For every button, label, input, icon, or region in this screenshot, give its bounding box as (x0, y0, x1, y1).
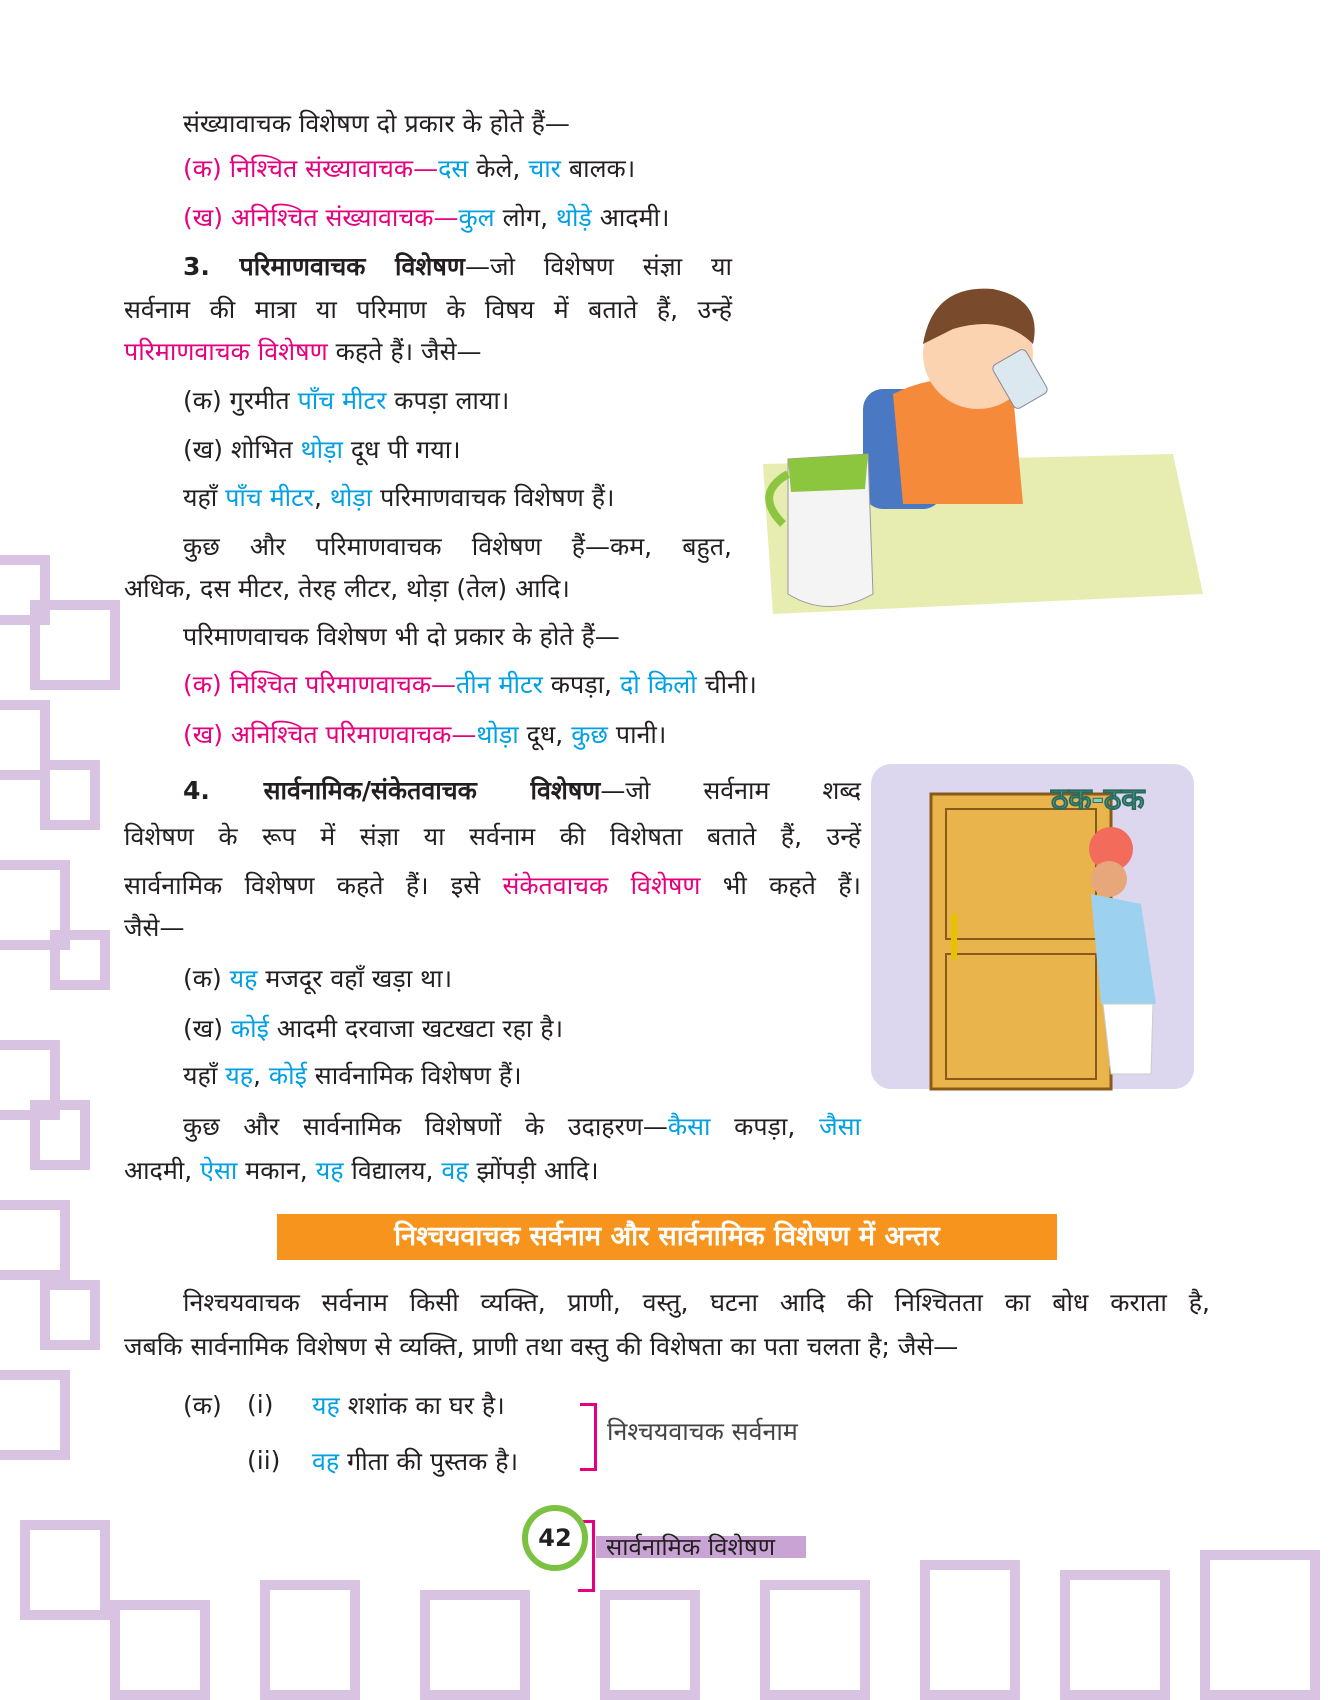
text-segment: कपड़ा, (542, 670, 620, 699)
example-sentence-1 (312, 1388, 505, 1422)
example-adjective: कोई (230, 1014, 269, 1043)
text-segment: संख्यावाचक विशेषण दो प्रकार के होते हैं— (183, 109, 570, 138)
text-line (124, 869, 861, 903)
text-segment: परिमाणवाचक विशेषण भी दो प्रकार के होते हैं— (183, 622, 620, 651)
example-adjective: थोड़ा (329, 483, 373, 512)
text-line (183, 152, 635, 186)
text-line (183, 201, 670, 235)
text-segment: परिमाणवाचक विशेषण हैं। (372, 483, 615, 512)
text-line (183, 774, 861, 808)
text-line (183, 962, 452, 996)
subheading: 4. सार्वनामिक/संकेतवाचक विशेषण (183, 776, 601, 805)
text-segment: आदमी दरवाजा खटखटा रहा है। (268, 1014, 564, 1043)
text-segment: कहते हैं। जैसे— (327, 337, 482, 366)
text-segment: आदमी। (591, 203, 670, 232)
text-line (124, 335, 481, 369)
text-line (124, 820, 861, 854)
text-line (183, 1110, 861, 1144)
text-line (183, 620, 620, 654)
text-segment: लोग, (494, 203, 556, 232)
text-segment: जबकि सार्वनामिक विशेषण से व्यक्ति, प्राणी तथा वस्तु की विशेषता का पता चलता है; जैसे— (124, 1332, 959, 1361)
pronoun-word: वह (312, 1447, 340, 1476)
text-segment: आदमी, (124, 1156, 201, 1185)
example-label-ka: (क) (183, 1391, 222, 1420)
text-segment: सर्वनाम की मात्रा या परिमाण के विषय में बताते हैं, उन्हें (124, 295, 732, 324)
text-segment: दूध, (518, 720, 572, 749)
example-adjective: कोई (268, 1061, 307, 1090)
example-adjective: थोड़े (555, 203, 592, 232)
highlighted-term: संकेतवाचक विशेषण (502, 871, 701, 900)
text-line (183, 433, 461, 467)
sentence-rest: गीता की पुस्तक है। (339, 1447, 519, 1476)
text-segment: , (252, 1061, 269, 1090)
highlighted-term: (ख) अनिश्चित परिमाणवाचक— (183, 720, 477, 749)
highlighted-term: (क) निश्चित परिमाणवाचक— (183, 670, 457, 699)
example-adjective: ऐसा (200, 1156, 238, 1185)
text-segment: केले, (468, 154, 529, 183)
text-segment: कपड़ा, (710, 1112, 820, 1141)
text-segment: (ख) शोभित (183, 435, 301, 464)
boy-drinking-milk-illustration (753, 274, 1205, 619)
text-segment: झोंपड़ी आदि। (468, 1156, 599, 1185)
example-adjective: थोड़ा (300, 435, 343, 464)
text-segment: कपड़ा लाया। (386, 386, 510, 415)
text-segment: —जो सर्वनाम शब्द (600, 776, 861, 805)
example-adjective: कुल (458, 203, 495, 232)
highlighted-term: (क) निश्चित संख्यावाचक— (183, 154, 439, 183)
sentence-rest: शशांक का घर है। (339, 1391, 505, 1420)
example-adjective: यह (315, 1156, 344, 1185)
text-line (124, 572, 570, 606)
example-adjective: यह (229, 964, 258, 993)
text-line (183, 718, 666, 752)
example-adjective: यह (225, 1061, 253, 1090)
text-segment: यहाँ (183, 1061, 226, 1090)
text-segment: —जो विशेषण संज्ञा या (464, 252, 732, 281)
text-line (183, 530, 732, 564)
text-segment: सार्वनामिक विशेषण कहते हैं। इसे (124, 871, 503, 900)
example-adjective: थोड़ा (476, 720, 519, 749)
chapter-title: सार्वनामिक विशेषण (606, 1533, 776, 1561)
text-segment: यहाँ (183, 483, 226, 512)
example-sentence-2 (312, 1444, 518, 1478)
text-line (124, 293, 732, 327)
text-segment: कुछ और परिमाणवाचक विशेषण हैं—कम, बहुत, (183, 532, 732, 561)
text-segment: मकान, (237, 1156, 316, 1185)
bracket-label: निश्चयवाचक सर्वनाम (607, 1417, 798, 1446)
text-segment: विशेषण के रूप में संज्ञा या सर्वनाम की विशेषता बताते हैं, उन्हें (124, 822, 861, 851)
text-segment: (क) गुरमीत (183, 386, 298, 415)
example-adjective: दस (438, 154, 469, 183)
example-label-ii: (ii) (247, 1446, 281, 1475)
text-line (183, 1012, 563, 1046)
highlighted-term: परिमाणवाचक विशेषण (124, 337, 328, 366)
example-adjective: पाँच मीटर (225, 483, 314, 512)
text-segment: जैसे— (124, 913, 185, 942)
example-adjective: जैसा (819, 1112, 861, 1141)
example-adjective: कुछ (571, 720, 608, 749)
highlighted-term: (ख) अनिश्चित संख्यावाचक— (183, 203, 459, 232)
text-line (124, 911, 184, 945)
text-line (183, 107, 570, 141)
example-adjective: कैसा (667, 1112, 711, 1141)
text-segment: भी कहते हैं। (700, 871, 861, 900)
pronoun-word: यह (312, 1391, 340, 1420)
text-segment: (ख) (183, 1014, 231, 1043)
text-segment: चीनी। (696, 670, 757, 699)
bracket (580, 1403, 597, 1471)
example-adjective: पाँच मीटर (297, 386, 387, 415)
text-line (183, 250, 732, 284)
example-adjective: वह (441, 1156, 469, 1185)
example-label-i: (i) (247, 1390, 274, 1419)
page-number: 42 (522, 1505, 588, 1571)
text-line (183, 668, 757, 702)
text-segment: दूध पी गया। (342, 435, 461, 464)
example-adjective: चार (528, 154, 561, 183)
text-segment: बालक। (560, 154, 636, 183)
subheading: 3. परिमाणवाचक विशेषण (183, 252, 465, 281)
section-heading: निश्चयवाचक सर्वनाम और सार्वनामिक विशेषण में अन्तर (277, 1214, 1057, 1260)
text-segment: कुछ और सार्वनामिक विशेषणों के उदाहरण— (183, 1112, 668, 1141)
knock-sound-text: ठक-ठक (1051, 782, 1145, 817)
text-segment: अधिक, दस मीटर, तेरह लीटर, थोड़ा (तेल) आदि। (124, 574, 570, 603)
text-segment: (क) (183, 964, 230, 993)
text-segment: विद्यालय, (343, 1156, 442, 1185)
text-segment: मजदूर वहाँ खड़ा था। (257, 964, 453, 993)
text-line (124, 1154, 599, 1188)
text-segment: सार्वनामिक विशेषण हैं। (306, 1061, 522, 1090)
man-knocking-door-illustration (871, 764, 1194, 1119)
text-segment: , (313, 483, 330, 512)
example-adjective: तीन मीटर (456, 670, 543, 699)
example-adjective: दो किलो (619, 670, 697, 699)
text-segment: पानी। (607, 720, 667, 749)
text-line (183, 1286, 1210, 1320)
text-line (124, 1330, 958, 1364)
text-line (183, 481, 615, 515)
text-line (183, 384, 509, 418)
text-line (183, 1059, 522, 1093)
text-segment: निश्चयवाचक सर्वनाम किसी व्यक्ति, प्राणी, वस्तु, घटना आदि की निश्चितता का बोध कराता है, (183, 1288, 1210, 1317)
